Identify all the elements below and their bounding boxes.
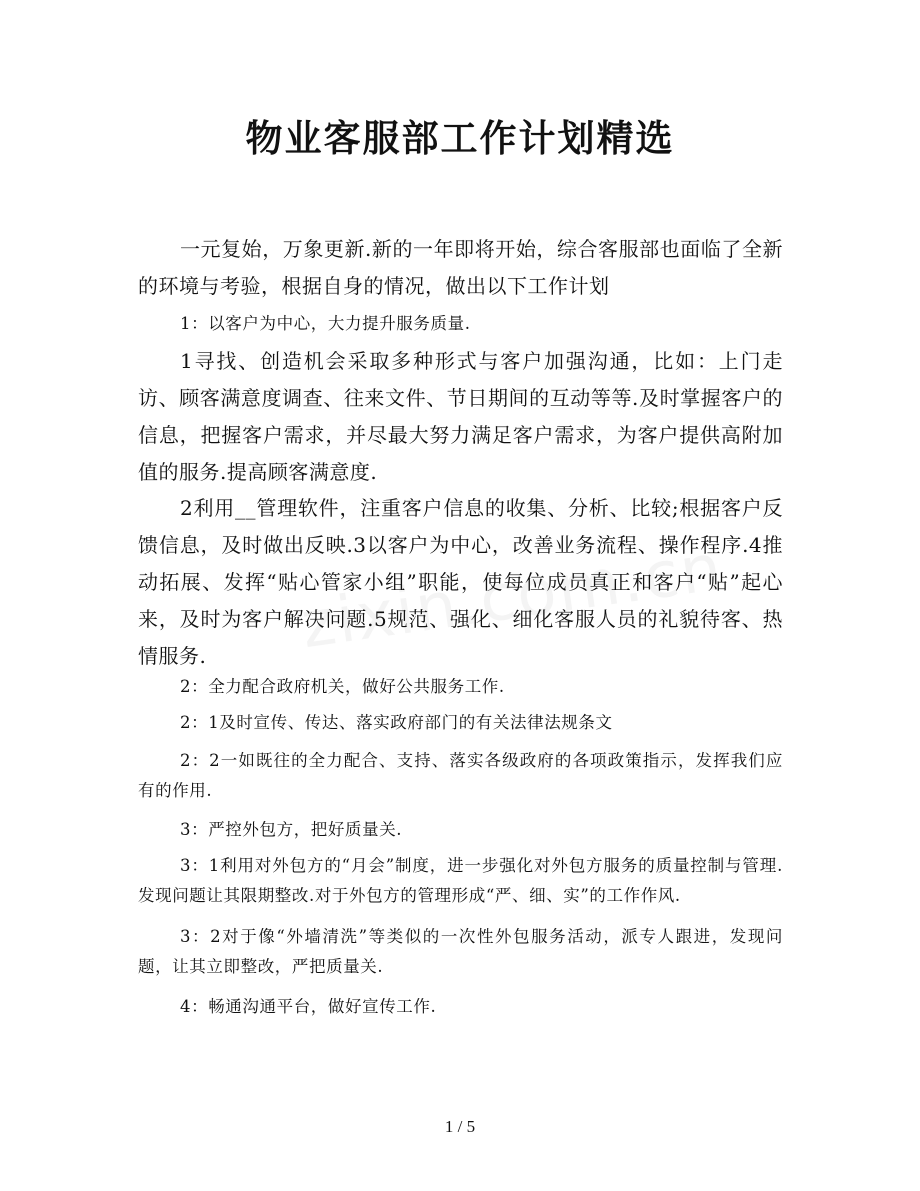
paragraph-section-2-item-2: 2：2一如既往的全力配合、支持、落实各级政府的各项政策指示，发挥我们应有的作用. (138, 751, 783, 800)
paragraph-section-3-item-2: 3：2对于像“外墙清洗”等类似的一次性外包服务活动，派专人跟进，发现问题，让其立即整改，严把质量关. (138, 927, 783, 976)
paragraph-section-2-item-1: 2：1及时宣传、传达、落实政府部门的有关法律法规条文 (180, 713, 613, 732)
paragraph-block-5 (138, 672, 783, 702)
document-title: 物业客服部工作计划精选 (245, 116, 675, 160)
paragraph-section-1-item-1: 1寻找、创造机会采取多种形式与客户加强沟通，比如：上门走访、顾客满意度调查、往来文件、节日期间的互动等等.及时掌握客户的信息，把握客户需求，并尽最大努力满足客户需求，为客户提供高附加值的服务.提高顾客满意度. (138, 349, 783, 484)
paragraph-block-3 (138, 343, 783, 491)
paragraph-block-9 (138, 851, 783, 911)
paragraph-intro: 一元复始，万象更新.新的一年即将开始，综合客服部也面临了全新的环境与考验，根据自身的情况，做出以下工作计划 (138, 237, 783, 298)
paragraph-section-1-heading: 1：以客户为中心，大力提升服务质量. (180, 314, 471, 333)
paragraph-section-3-item-1: 3：1利用对外包方的“月会”制度，进一步强化对外包方服务的质量控制与管理.发现问题让其限期整改.对于外包方的管理形成“严、细、实”的工作作风. (138, 856, 783, 905)
paragraph-block-2 (138, 309, 783, 339)
paragraph-block-7 (138, 746, 783, 806)
page-number: 1 / 5 (444, 1117, 476, 1136)
paragraph-section-3-heading: 3：严控外包方，把好质量关. (180, 820, 403, 839)
paragraph-block-4 (138, 490, 783, 675)
paragraph-block-6 (138, 708, 783, 738)
paragraph-block-8 (138, 815, 783, 845)
paragraph-section-1-item-2: 2利用__管理软件，注重客户信息的收集、分析、比较;根据客户反馈信息，及时做出反映.3以客户为中心，改善业务流程、操作程序.4推动拓展、发挥“贴心管家小组”职能，使每位成员真正和客户“贴”起心来，及时为客户解决问题.5规范、强化、细化客服人员的礼貌待客、热情服务. (138, 496, 783, 668)
paragraph-section-2-heading: 2：全力配合政府机关，做好公共服务工作. (180, 677, 505, 696)
paragraph-block-11 (138, 992, 783, 1022)
paragraph-section-4-heading: 4：畅通沟通平台，做好宣传工作. (180, 997, 437, 1016)
paragraph-block-1 (138, 231, 783, 305)
paragraph-block-10 (138, 922, 783, 982)
